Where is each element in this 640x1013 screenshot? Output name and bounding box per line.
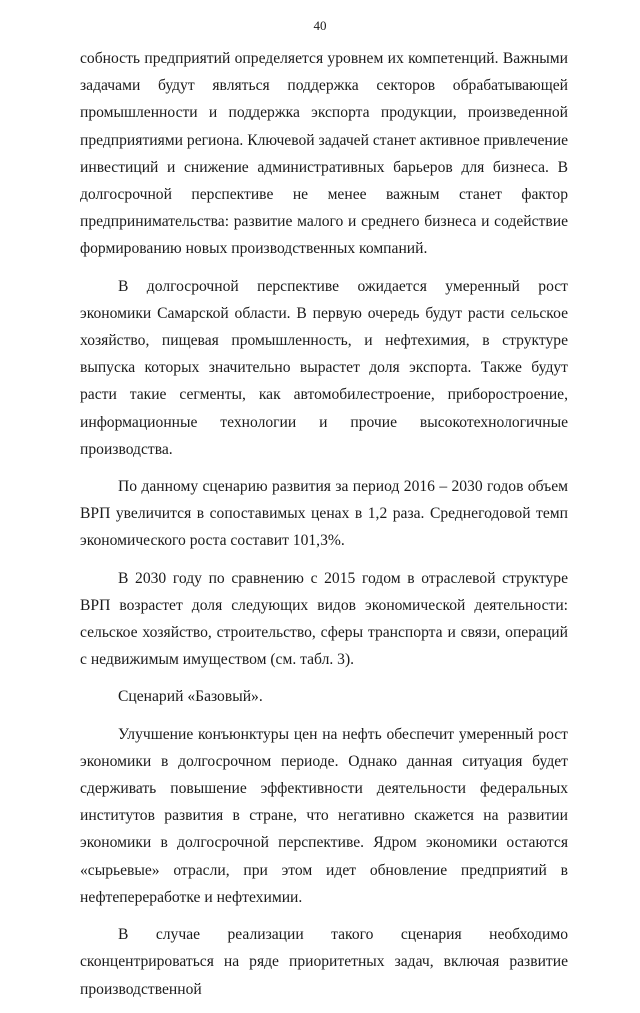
paragraph-priority-tasks: В случае реализации такого сценария необходимо сконцентрироваться на ряде приоритетных задач, включая развитие производственной: [80, 926, 568, 998]
paragraph-grp-forecast: По данному сценарию развития за период 2016 – 2030 годов объем ВРП увеличится в сопоставимых ценах в 1,2 раза. Среднегодовой темп экономического роста составит 101,3%.: [80, 478, 568, 550]
body-text: [80, 45, 568, 1013]
paragraph-sector-structure: В 2030 году по сравнению с 2015 годом в отраслевой структуре ВРП возрастет доля следующих видов экономической деятельности: сельское хозяйство, строительство, сферы транспорта и связи, операций с недвижимым имуществом (см. табл. 3).: [80, 569, 568, 669]
scenario-heading: Сценарий «Базовый».: [118, 688, 263, 706]
page-number: 40: [313, 18, 327, 33]
paragraph-base-scenario: Улучшение конъюнктуры цен на нефть обеспечит умеренный рост экономики в долгосрочном периоде. Однако данная ситуация будет сдерживать повышение эффективности деятельности федеральных институтов развития в стране, что негативно скажется на развитии экономики в долгосрочной перспективе. Ядром экономики остаются «сырьевые» отрасли, при этом идет обновление предприятий в нефтепереработке и нефтехимии.: [80, 725, 568, 906]
paragraph-continuation: собность предприятий определяется уровнем их компетенций. Важными задачами будут являться поддержка секторов обрабатывающей промышленности и поддержка экспорта продукции, произведенной предприятиями региона. Ключевой задачей станет активное привлечение инвестиций и снижение административных барьеров для бизнеса. В долгосрочной перспективе не менее важным станет фактор предпринимательства: развитие малого и среднего бизнеса и содействие формированию новых производственных компаний.: [80, 50, 568, 258]
paragraph-economic-growth: В долгосрочной перспективе ожидается умеренный рост экономики Самарской области. В первую очередь будут расти сельское хозяйство, пищевая промышленность, и нефтехимия, в структуре выпуска которых значительно вырастет доля экспорта. Также будут расти такие сегменты, как автомобилестроение, приборостроение, информационные технологии и прочие высокотехнологичные производства.: [80, 277, 568, 458]
